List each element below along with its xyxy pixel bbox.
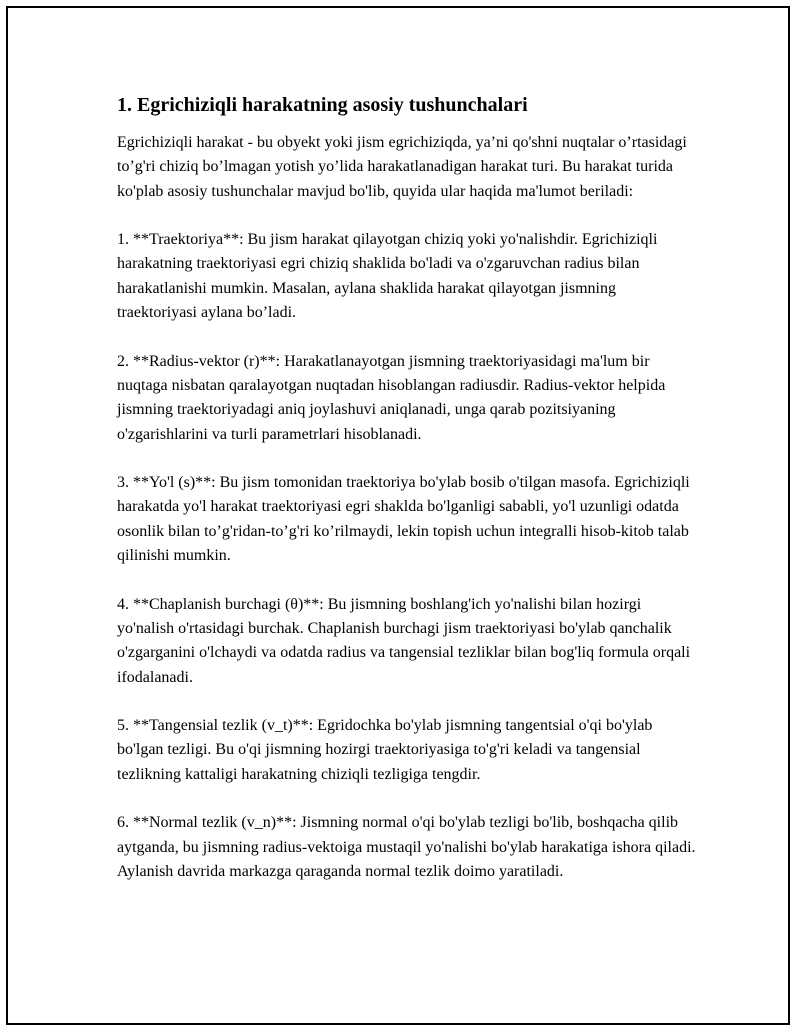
paragraph-trajectory: 1. **Traektoriya**: Bu jism harakat qilayotgan chiziq yoki yo'nalishdir. Egrichiziqli harakatning traektoriyasi egri chiziq shaklida bo'ladi va o'zgaruvchan radius bilan harakatlanishi mumkin. Masalan, aylana shaklida harakat qilayotgan jismning traektoriyasi aylana bo’ladi. — [117, 231, 658, 322]
intro-paragraph: Egrichiziqli harakat - bu obyekt yoki jism egrichiziqda, ya’ni qo'shni nuqtalar o’rtasidagi to’g'ri chiziq bo’lmagan yotish yo’lida harakatlanadigan harakat turi. Bu harakat turida ko'plab asosiy tushunchalar mavjud bo'lib, quyida ular haqida ma'lumot beriladi: — [117, 134, 687, 200]
paragraph-radius-vector: 2. **Radius-vektor (r)**: Harakatlanayotgan jismning traektoriyasidagi ma'lum bir nuqtaga nisbatan qaralayotgan nuqtadan hisoblangan radiusdir. Radius-vektor helpida jismning traektoriyadagi aniq joylashuvi aniqlanadi, unga qarab pozitsiyaning o'zgarishlarini va turli parametrlari hisoblanadi. — [117, 352, 666, 443]
paragraph-deflection-angle: 4. **Chaplanish burchagi (θ)**: Bu jismning boshlang'ich yo'nalishi bilan hozirgi yo'nalish o'rtasidagi burchak. Chaplanish burchagi jism traektoriyasi bo'ylab qanchalik o'zgarganini o'lchaydi va odatda radius va tangensial tezliklar bilan bog'liq formula orqali ifodalanadi. — [117, 595, 691, 686]
paragraph-normal-velocity: 6. **Normal tezlik (v_n)**: Jismning normal o'qi bo'ylab tezligi bo'lib, boshqacha qilib aytganda, bu jismning radius-vektoiga mustaqil yo'nalishi bo'ylab harakatiga ishora qiladi. Aylanish davrida markazga qaraganda normal tezlik doimo yaratiladi. — [117, 814, 696, 880]
paragraph-tangential-velocity: 5. **Tangensial tezlik (v_t)**: Egridochka bo'ylab jismning tangentsial o'qi bo'ylab bo'lgan tezligi. Bu o'qi jismning hozirgi traektoriyasiga to'g'ri keladi va tangensial tezlikning kattaligi harakatning chiziqli tezligiga tengdir. — [117, 717, 653, 783]
section-heading: 1. Egrichiziqli harakatning asosiy tushunchalari — [117, 94, 528, 116]
paragraph-path: 3. **Yo'l (s)**: Bu jism tomonidan traektoriya bo'ylab bosib o'tilgan masofa. Egrichiziqli harakatda yo'l harakat traektoriyasi egri shaklda bo'lganligi sababli, yo'l uzunligi odatda osonlik bilan to’g'ridan-to’g'ri ko’rilmaydi, lekin topish uchun integralli hisob-kitob talab qilinishi mumkin. — [117, 474, 690, 565]
document-body — [117, 92, 697, 884]
